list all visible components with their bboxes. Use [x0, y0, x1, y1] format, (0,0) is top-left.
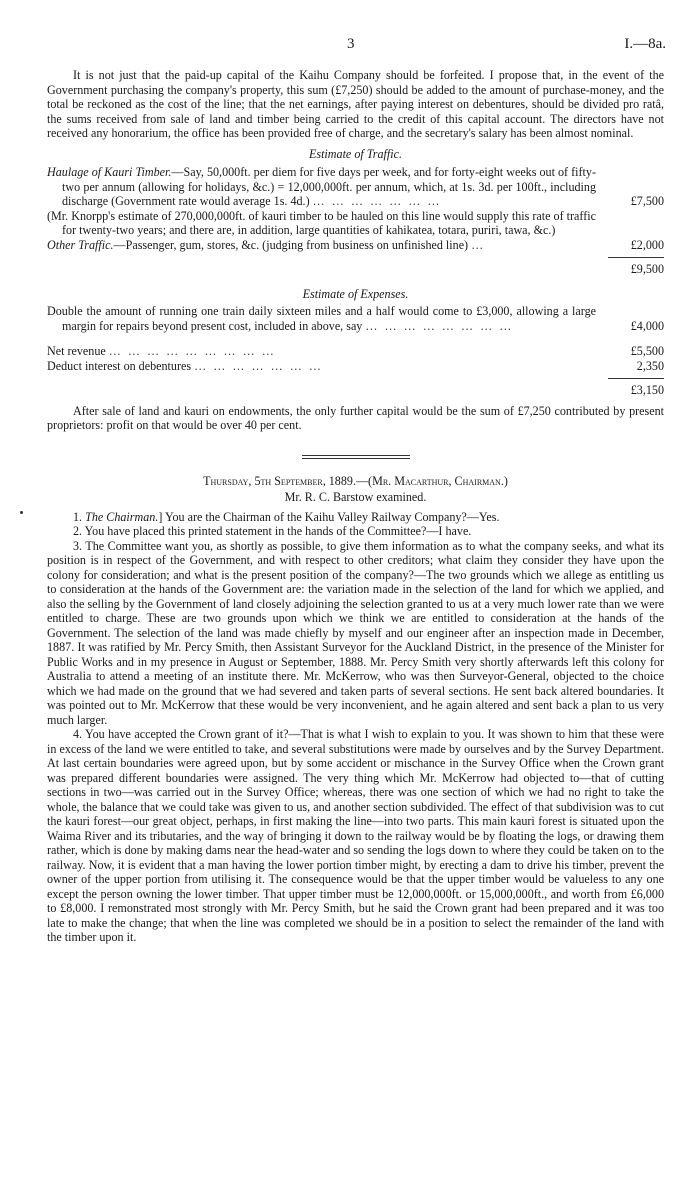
traffic-estimate-title: Estimate of Traffic. [308, 146, 403, 161]
question-1-text: ] You are the Chairman of the Kaihu Valley Railway Company?—Yes. [158, 509, 500, 524]
deduct-interest-label: Deduct interest on debentures [47, 358, 192, 373]
balance-row [47, 383, 664, 398]
intro-paragraph: It is not just that the paid-up capital of the Kaihu Company should be forfeited. I propose that, in the event of the Government purchasing the company's property, this sum (£7,250) should be added to the amount of purchase-money, and the total be reckoned as the cost of the line; that the net earnings, after paying interest on debentures, should be divided pro ratâ, the sums received from sale of land and timber being carried to the credit of this capital account. The directors have not received any honorarium, the office has been provided free of charge, and the secretary's salary has been almost nominal. [47, 68, 664, 140]
page-header [47, 36, 664, 58]
session-date-line: Thursday, 5th September, 1889.—(Mr. Macarthur, Chairman.) [203, 473, 508, 488]
deduct-interest-amount: 2,350 [636, 358, 664, 373]
balance-amount: £3,150 [630, 383, 664, 397]
question-3: 3. The Committee want you, as shortly as possible, to give them information as to what the company seeks, and what its position is in respect of the Government, and with respect to other creditors; what claim they consider they have upon the colony for consideration; and what is the present position of the company?—The two grounds which we allege as entitling us to consideration at the hands of the Government are: the variation made in the selection of the land for which we applied, and also the selling by the Government of land closely adjoining the selection granted to us at a very much lower rate than we were entitled to charge. These are two grounds upon which we think we are entitled to consideration at the hands of the Government. The selection of the land was made chiefly by myself and our engineer after an inspection made in December, 1887. It was ratified by Mr. Percy Smith, then Assistant Surveyor for the Auckland District, in the presence of the Minister for Public Works and in my presence in August or September, 1888. Mr. Percy Smith very shortly afterwards left this colony for Australia to attend a meeting of an institute there. Mr. McKerrow, who was then Surveyor-General, objected to the choice which we had made on the ground that we had severed and taken parts of several sections. He sent back altered boundaries. It was pointed out to Mr. McKerrow that these would be very inconvenient, and he again altered and sent back a plan to us very much larger. [47, 538, 664, 727]
haulage-amount: £7,500 [630, 194, 664, 208]
question-1 [47, 510, 664, 525]
sum-rule [608, 257, 664, 258]
margin-speck [20, 511, 23, 514]
haulage-text: —Say, 50,000ft. per diem for five days per week, and for forty-eight weeks out of fifty-two per annum (allowing for holidays, &c.) = 12,000,000ft. per annum, which, at 1s. 3d. per 100ft., including discharge (Government rate would average 1s. 4d.) [62, 165, 596, 208]
net-revenue-label: Net revenue [47, 344, 106, 358]
question-4: 4. You have accepted the Crown grant of it?—That is what I wish to explain to you. It was shown to him that these were in excess of the land we were entitled to take, and several substitutions were made by ourselves and by the Survey Department. At last certain boundaries were agreed upon, but by some accident or mischance in the Survey Office when the Crown grant was prepared different boundaries were assigned. The very thing which Mr. McKerrow had objected to—that of cutting sections in two—was carried out in the Survey Office; whereas, there was one section of which we had no right to take the whole, the balance that we could take was given to us, and another section subdivided. The effect of that subdivision was to cut the kauri forest—our great object, perhaps, in first making the line—into two parts. This main kauri forest is situated upon the Waima River and its tributaries, and the way of bringing it down to the railway would be by floating the logs, or drawing them rather, which is done by making dams near the head-water and so sending the logs down to where they could be taken on to the railway. Now, it is evident that a man having the lower portion timber might, by erecting a dam to drive his timber, prevent the owner of the upper portion from utilising it. The consequence would be that the upper timber would be valueless to any one except the person owning the lower timber. That upper timber must be 12,000,000ft. or 15,000,000ft., and worth from £6,000 to £8,000. I remonstrated most strongly with Mr. Percy Smith, but he said the Crown grant had been prepared and it was too late to make the change; that when the line was completed we should be in a position to select the remainder of the land with the timber upon it. [47, 727, 664, 944]
knorpp-estimate-text: (Mr. Knorpp's estimate of 270,000,000ft. of kauri timber to be hauled on this line would supply this rate of traffic for twenty-two years; and there are, in addition, large quantities of kahikatea, totara, puriri, tawa, &c.) [47, 208, 596, 237]
expenses-estimate-title: Estimate of Expenses. [302, 286, 409, 301]
question-1-speaker: The Chairman. [85, 509, 159, 524]
other-traffic-row: Other Traffic.—Passenger, gum, stores, &c. (judging from business on unfinished line) … £2,000 [47, 237, 664, 252]
question-1-number: 1. [73, 509, 83, 524]
other-traffic-text: —Passenger, gum, stores, &c. (judging from business on unfinished line) [113, 237, 469, 252]
traffic-total: £9,500 [630, 262, 664, 276]
sum-rule [608, 378, 664, 379]
document-page [47, 36, 664, 945]
other-traffic-amount: £2,000 [630, 237, 664, 252]
double-running-amount: £4,000 [630, 318, 664, 333]
page-number: 3 [347, 36, 355, 52]
witness-line: Mr. R. C. Barstow examined. [284, 490, 427, 504]
other-traffic-label: Other Traffic. [47, 237, 114, 252]
double-running-row: Double the amount of running one train daily sixteen miles and a half would come to £3,000, allowing a large margin for repairs beyond present cost, included in above, say … … … … … … … … £4,000 [47, 304, 664, 333]
traffic-total-row [47, 262, 664, 277]
net-revenue-row: Net revenue … … … … … … … … … £5,500 [47, 344, 664, 358]
section-divider [302, 455, 410, 459]
question-2: 2. You have placed this printed statement in the hands of the Committee?—I have. [73, 524, 472, 538]
closing-paragraph: After sale of land and kauri on endowments, the only further capital would be the sum of £7,250 contributed by present proprietors: profit on that would be over 40 per cent. [47, 403, 664, 432]
knorpp-estimate-row [47, 209, 664, 238]
haulage-label: Haulage of Kauri Timber. [47, 165, 172, 179]
haulage-row: Haulage of Kauri Timber.—Say, 50,000ft. per diem for five days per week, and for forty-eight weeks out of fifty-two per annum (allowing for holidays, &c.) = 12,000,000ft. per annum, which, at 1s. 3d. per 100ft., including discharge (Government rate would average 1s. 4d.) … … … … … … … £7,500 [47, 165, 664, 208]
deduct-interest-row: Deduct interest on debentures … … … … … … … 2,350 [47, 358, 664, 373]
double-running-text: Double the amount of running one train daily sixteen miles and a half would come to £3,000, allowing a large margin for repairs beyond present cost, included in above, say [47, 304, 596, 333]
net-revenue-amount: £5,500 [630, 344, 664, 358]
paper-reference: I.—8a. [624, 36, 666, 52]
